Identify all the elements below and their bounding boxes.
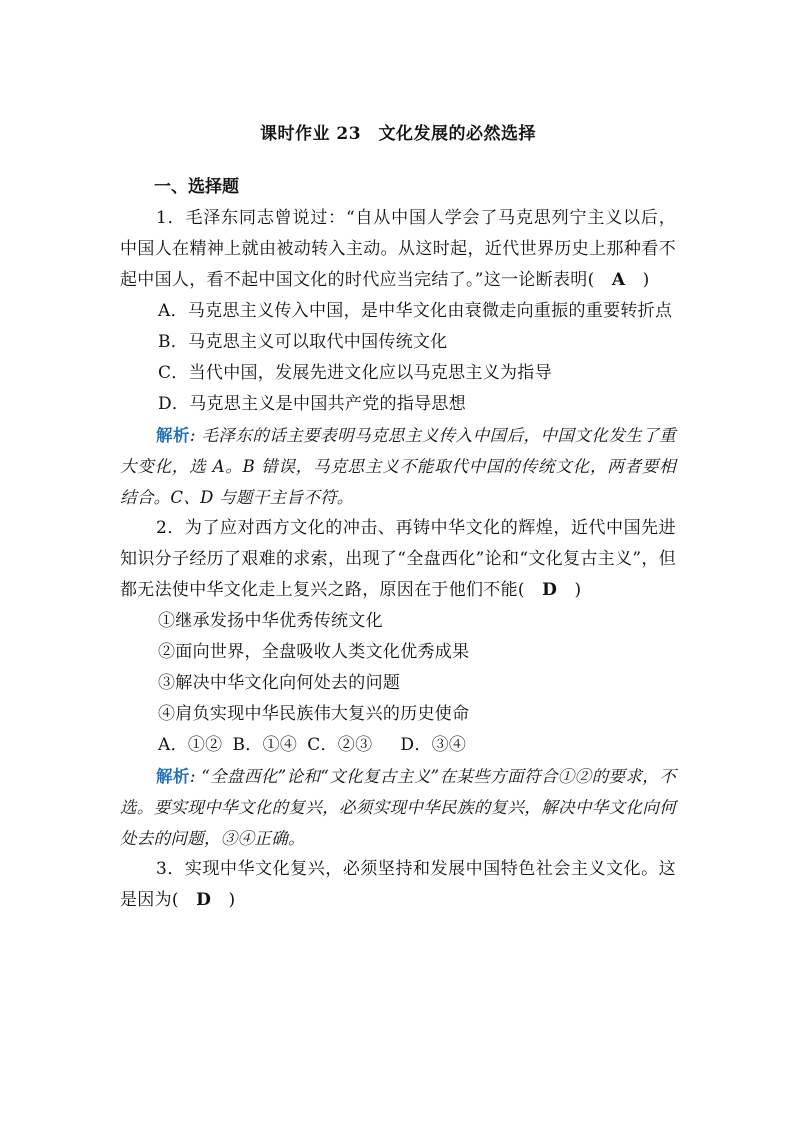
question-2-item-3: ③解决中华文化向何处去的问题 bbox=[158, 673, 401, 693]
question-1-analysis bbox=[120, 420, 676, 513]
question-1-option-a: A．马克思主义传入中国，是中华文化由衰微走向重振的重要转折点 bbox=[158, 301, 673, 321]
document-page bbox=[120, 118, 676, 916]
question-1-option-d: D．马克思主义是中国共产党的指导思想 bbox=[158, 394, 467, 414]
section-heading: 一、选择题 bbox=[154, 177, 239, 197]
question-2-item-1: ①继承发扬中华优秀传统文化 bbox=[158, 611, 383, 631]
question-3-answer: D bbox=[196, 890, 212, 910]
analysis-label: 解析 bbox=[156, 426, 190, 445]
question-1-option-b: B．马克思主义可以取代中国传统文化 bbox=[158, 332, 448, 352]
analysis-label: 解析 bbox=[156, 767, 190, 786]
question-3-stem-end: ) bbox=[211, 890, 236, 910]
question-3-text: 3．实现中华文化复兴，必须坚持和发展中国特色社会主义文化。这是因为( bbox=[120, 859, 676, 910]
question-2-item-4: ④肩负实现中华民族伟大复兴的历史使命 bbox=[158, 704, 470, 724]
question-2-choice-c: C．②③ bbox=[307, 735, 373, 755]
question-2-choice-a: A．①② bbox=[158, 735, 223, 755]
question-1-answer: A bbox=[611, 270, 626, 290]
question-2-item-2: ②面向世界，全盘吸收人类文化优秀成果 bbox=[158, 642, 470, 662]
page-title: 课时作业 23 文化发展的必然选择 bbox=[259, 124, 537, 144]
analysis-text: : “全盘西化”论和“文化复古主义”在某些方面符合①②的要求，不选。要实现中华文化的复兴，必须实现中华民族的复兴，解决中华文化向何处去的问题，③④正确。 bbox=[120, 767, 676, 848]
question-2-choice-d: D．③④ bbox=[400, 735, 467, 755]
question-2-choices bbox=[120, 730, 676, 761]
question-2-analysis bbox=[120, 761, 676, 854]
question-2-stem-end: ) bbox=[557, 580, 582, 600]
question-2-answer: D bbox=[542, 580, 558, 600]
question-1-stem bbox=[120, 203, 676, 296]
question-1-text: 1．毛泽东同志曾说过：“自从中国人学会了马克思列宁主义以后，中国人在精神上就由被动转入主动。从这时起，近代世界历史上那种看不起中国人，看不起中国文化的时代应当完结了。”这一论断表明( bbox=[120, 208, 676, 290]
question-3-stem bbox=[120, 854, 676, 916]
question-2-choice-b: B．①④ bbox=[232, 735, 298, 755]
question-2-stem bbox=[120, 513, 676, 606]
question-1-stem-end: ) bbox=[625, 270, 650, 290]
question-2-text: 2．为了应对西方文化的冲击、再铸中华文化的辉煌，近代中国先进知识分子经历了艰难的求索，出现了“全盘西化”论和“文化复古主义”，但都无法使中华文化走上复兴之路，原因在于他们不能( bbox=[120, 518, 676, 600]
analysis-text: : 毛泽东的话主要表明马克思主义传入中国后，中国文化发生了重大变化，选 A。B 错误，马克思主义不能取代中国的传统文化，两者要相结合。C、D 与题干主旨不符。 bbox=[120, 426, 676, 507]
question-1-option-c: C．当代中国，发展先进文化应以马克思主义为指导 bbox=[158, 363, 552, 383]
